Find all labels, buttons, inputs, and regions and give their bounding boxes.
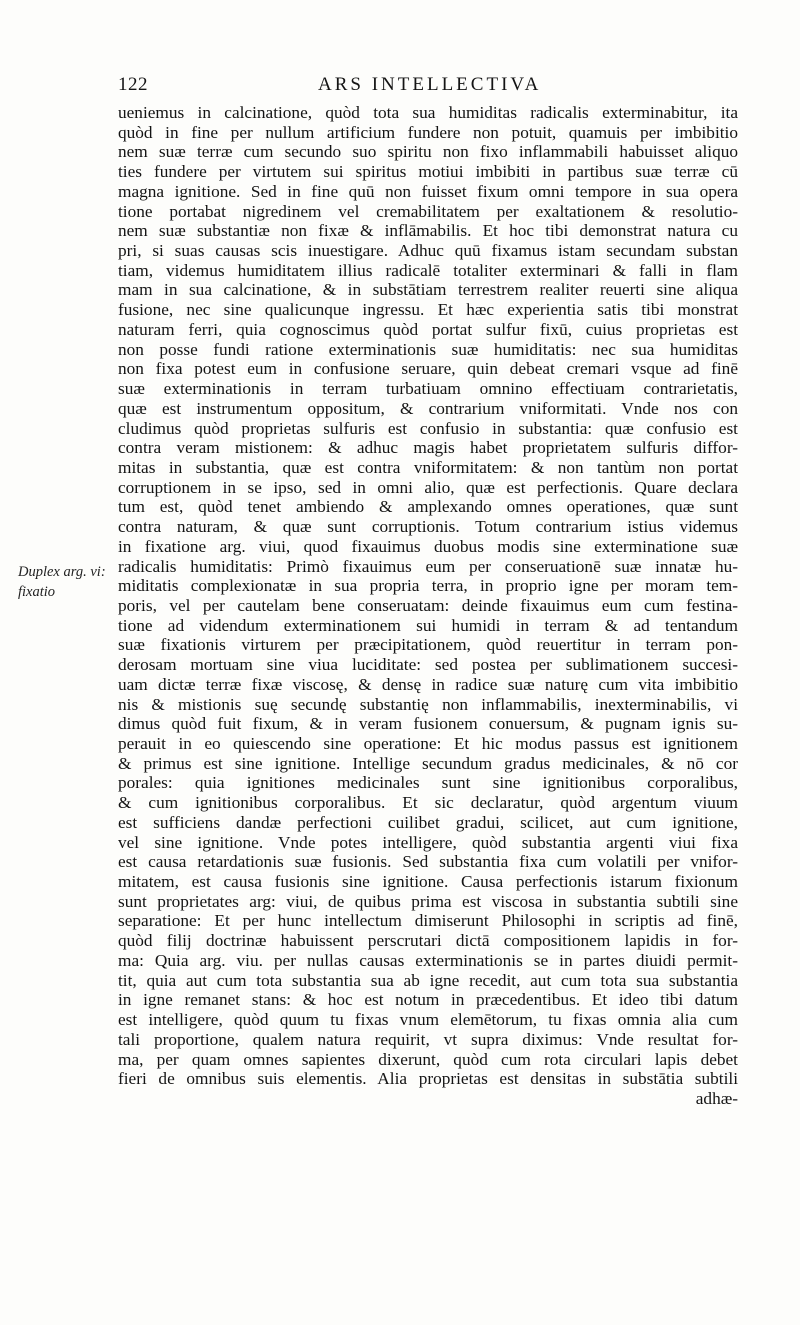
text-line: non posse fundi ratione exterminationis suæ humiditatis: nec sua humiditas	[118, 339, 738, 359]
margin-note-line: Duplex arg. vi:	[18, 564, 106, 580]
text-line: non fixa potest eum in confusione seruare, quin debeat cremari vsque ad finē	[118, 359, 738, 379]
text-line: nem suæ substantiæ non fixæ & inflāmabilis. Et hoc tibi demonstrat natura cu	[118, 221, 738, 241]
text-line: sunt proprietates arg: viui, de quibus prima est viscosa in substantia subtili sine	[118, 891, 738, 911]
text-line: tione portabat nigredinem vel cremabilitatem per exaltationem & resolutio-	[118, 201, 738, 221]
text-line: porales: quia ignitiones medicinales sunt sine ignitionibus corporalibus,	[118, 773, 738, 793]
text-line: est causa retardationis suæ fusionis. Sed substantia fixa cum volatili per vnifor-	[118, 852, 738, 872]
text-line: tum est, quòd tenet ambiendo & amplexando omnes operationes, quæ sunt	[118, 497, 738, 517]
text-line: magna ignitione. Sed in fine quū non fuisset fixum omni tempore in sua opera	[118, 181, 738, 201]
margin-note-line: fixatio	[18, 583, 56, 600]
text-line: ma, per quam omnes sapientes dixerunt, quòd cum rota circulari lapis debet	[118, 1049, 738, 1069]
text-line: & cum ignitionibus corporalibus. Et sic declaratur, quòd argentum viuum	[118, 793, 738, 813]
text-line: dimus quòd fuit fixum, & in veram fusionem conuersum, & pugnam ignis su-	[118, 714, 738, 734]
text-line: radicalis humiditatis: Primò fixauimus eum per conseruationē suæ innatæ hu-	[118, 556, 738, 576]
text-line: ties fundere per virtutem sui spiritus motiui imbibiti in partibus suæ terræ cū	[118, 162, 738, 182]
page-header	[118, 74, 738, 100]
text-line: cludimus quòd proprietas sulfuris est confusio in substantia: quæ confusio est	[118, 418, 738, 438]
text-line: ueniemus in calcinatione, quòd tota sua humiditas radicalis exterminabitur, ita	[118, 103, 738, 122]
text-line: est sufficiens dandæ perfectioni cuilibet gradui, scilicet, aut cum ignitione,	[118, 812, 738, 832]
text-line: uam dictæ terræ fixæ viscosę, & densę in radice suæ naturę cum vita imbibitio	[118, 674, 738, 694]
text-line: perauit in eo quiescendo sine operatione: Et hic modus passus est ignitionem	[118, 734, 738, 753]
text-line: derosam mortuam sine viua luciditate: sed postea per sublimationem succesi-	[118, 655, 738, 675]
text-line: vel sine ignitione. Vnde potes intelligere, quòd substantia argenti viui fixa	[118, 832, 738, 852]
text-line: mam in sua calcinatione, & in substātiam terrestrem realiter reuerti sine aliqua	[118, 280, 738, 300]
text-line: tit, quia aut cum tota substantia sua ab igne recedit, aut cum tota sua substantia	[118, 970, 738, 990]
text-line: fusione, nec sine qualicunque ingressu. Et hæc experientia satis tibi monstrat	[118, 300, 738, 320]
text-line: quòd in fine per nullum artificium fundere non potuit, quamuis per imbibitio	[118, 122, 738, 142]
text-line: suæ fixationis virturem per præcipitationem, quòd reuertitur in terram pon-	[118, 635, 738, 655]
text-line: tione ad videndum exterminationem sui humidi in terram & ad tentandum	[118, 615, 738, 635]
text-line: quòd filij doctrinæ habuissent perscrutari dictā compositionem lapidis in for-	[118, 931, 738, 951]
text-line: tali proportione, qualem natura requirit, vt supra diximus: Vnde resultat for-	[118, 1029, 738, 1049]
text-line: poris, vel per cautelam bene conseruatam: deinde fixauimus eum cum festina-	[118, 595, 738, 615]
text-line: adhæ-	[695, 1088, 738, 1108]
page-number: 122	[118, 74, 148, 95]
text-line: mitatem, est causa fusionis sine ignitione. Causa perfectionis istarum fixionum	[118, 872, 738, 892]
text-line: tiam, videmus humiditatem illius radicalē totaliter exterminari & falli in flam	[118, 260, 738, 280]
text-line: suæ exterminationis in terram turbatiuam omnino effectiuam contrarietatis,	[118, 379, 738, 399]
text-line: contra naturam, & quæ sunt corruptionis. Totum contrarium istius videmus	[118, 517, 738, 537]
text-line: nem suæ terræ cum secundo suo spiritu non fixo inflammabili habuisset aliquo	[118, 142, 738, 162]
text-line: fieri de omnibus suis elementis. Alia proprietas est densitas in substātia subtili	[118, 1069, 738, 1089]
text-line: quæ est instrumentum oppositum, & contrarium vniformitati. Vnde nos con	[118, 398, 738, 418]
text-line: pri, si suas causas scis inuestigare. Adhuc quū fixamus istam secundam substan	[118, 241, 738, 261]
text-line: in igne remanet stans: & hoc est notum in præcedentibus. Et ideo tibi datum	[118, 990, 738, 1010]
text-line: est intelligere, quòd quum tu fixas vnum elemētorum, tu fixas omnia alia cum	[118, 1010, 738, 1030]
body-text	[118, 103, 738, 1109]
text-line: in fixatione arg. viui, quod fixauimus duobus modis sine exterminatione suæ	[118, 536, 738, 556]
text-line: naturam ferri, quia cognoscimus quòd portat sulfur fixū, cuius proprietas est	[118, 319, 738, 339]
text-line: mitas in substantia, quæ est contra vniformitatem: & non tantùm non portat	[118, 457, 738, 477]
text-line: & primus est sine ignitione. Intellige secundum gradus medicinales, & nō cor	[118, 753, 738, 773]
text-line: nis & mistionis suę secundę substantię non inflammabilis, inexterminabilis, vi	[118, 694, 738, 714]
margin-note	[18, 563, 116, 602]
text-line: separatione: Et per hunc intellectum dimiserunt Philosophi in scriptis ad finē,	[118, 911, 738, 931]
text-line: contra veram mistionem: & adhuc magis habet proprietatem sulfuris diffor-	[118, 438, 738, 458]
text-line: miditatis complexionatæ in sua propria terra, in proprio igne per moram tem-	[118, 576, 738, 596]
running-title: ARS INTELLECTIVA	[318, 74, 542, 95]
text-line: corruptionem in se ipso, sed in omni alio, quæ est perfectionis. Quare declara	[118, 477, 738, 497]
text-line: ma: Quia arg. viu. per nullas causas exterminationis se in partes diuidi permit-	[118, 950, 738, 970]
